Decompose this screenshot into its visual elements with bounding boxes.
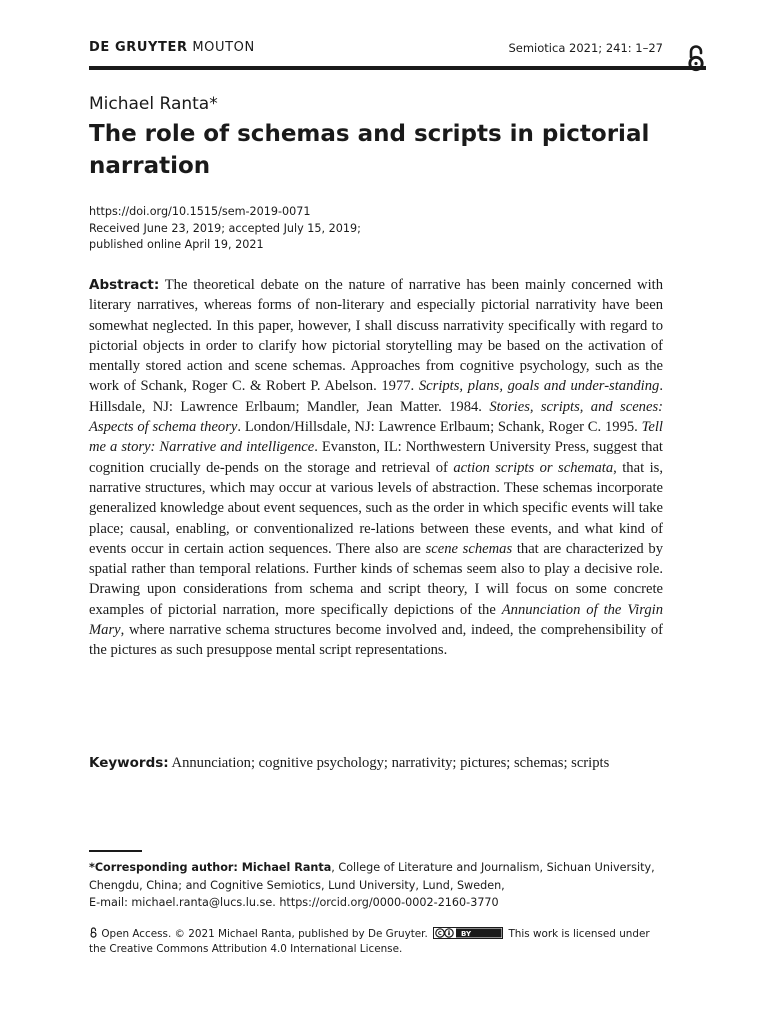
keywords-paragraph [89, 753, 663, 774]
cc-badge-label: BY [461, 930, 472, 938]
abstract-citation-title: Scripts, plans, goals and under-standing [418, 378, 660, 395]
publisher-name-rest: MOUTON [187, 40, 255, 55]
footnote-label: *Corresponding author: Michael Ranta [89, 861, 332, 874]
journal-reference: Semiotica 2021; 241: 1–27 [508, 41, 663, 55]
doi-link[interactable]: https://doi.org/10.1515/sem-2019-0071 [89, 205, 311, 218]
abstract-emphasis: scene schemas [425, 540, 513, 557]
abstract-citation-title: Stories, scripts, and scenes: Aspects of schema theory [89, 398, 663, 436]
footnote-line [89, 859, 669, 877]
abstract-paragraph [89, 275, 663, 661]
abstract-text: , where narrative schema structures become involved and, indeed, the comprehensibility of the pictures as such presuppose mental script representations. [89, 622, 663, 659]
abstract-text: . Hillsdale, NJ: Lawrence Erlbaum; Mandler, Jean Matter. 1984. [89, 378, 663, 415]
abstract-text: that are characterized by spatial rather than temporal relations. Further kinds of schemas seem also to play a decisive role. Drawing upon considerations from schema and script theory, I will focus on some concrete examples of pictorial narration, more specifically depictions of the [89, 540, 663, 618]
received-date: Received June 23, 2019; accepted July 15, 2019; [89, 221, 361, 235]
publisher-name [89, 40, 255, 55]
footnote-line: Chengdu, China; and Cognitive Semiotics, Lund University, Lund, Sweden, [89, 878, 505, 892]
abstract-label: Abstract: [89, 277, 160, 293]
open-access-lock-icon [89, 927, 98, 938]
footnote-contact[interactable]: E-mail: michael.ranta@lucs.lu.se. https://orcid.org/0000-0002-2160-3770 [89, 896, 499, 909]
abstract-citation-title: Tell me a story: Narrative and intelligence [89, 419, 663, 456]
keywords-label: Keywords: [89, 755, 169, 771]
license-statement: This work is licensed under [508, 928, 650, 940]
abstract-emphasis: action scripts or schemata [453, 459, 614, 476]
abstract-text: , that is, narrative structures, which may occur at various levels of abstraction. These schemas incorporate generalized knowledge about event sequences, such as the order in which specific events will take place; causal, enabling, or conventionalized re-lations between these events, and what kind of events occur in certain action sequences. There also are [89, 459, 663, 557]
cc-by-license-badge-icon[interactable] [433, 927, 503, 939]
page-header [89, 40, 663, 60]
license-line [89, 927, 669, 942]
keywords-text: Annunciation; cognitive psychology; narrativity; pictures; schemas; scripts [168, 755, 610, 771]
publisher-name-bold: DE GRUYTER [89, 40, 188, 55]
published-date: published online April 19, 2021 [89, 238, 264, 251]
author-name: Michael Ranta* [89, 94, 218, 114]
footnote-rule [89, 850, 142, 852]
abstract-text: The theoretical debate on the nature of narrative has been mainly concerned with literary narratives, whereas forms of non-literary and especially pictorial narrativity have been somewhat neglected. In this paper, however, I shall discuss narrativity specifically with regard to pictorial objects in order to clarify how pictorial storytelling may be based on the activation of mentally stored action and scene schemas. Approaches from cognitive psychology, such as the work of Schank, Roger C. & Robert P. Abelson. 1977. [89, 277, 663, 395]
article-title: The role of schemas and scripts in pictorial narration [89, 121, 650, 179]
license-notice [89, 927, 669, 956]
open-access-statement: Open Access. © 2021 Michael Ranta, published by De Gruyter. [101, 928, 428, 940]
abstract-text: . Evanston, IL: Northwestern University Press, suggest that cognition crucially de-pends on the storage and retrieval of [89, 439, 663, 476]
abstract-emphasis: Annunciation of the Virgin Mary [89, 601, 663, 639]
corresponding-author-footnote [89, 859, 669, 912]
footnote-affiliation: , College of Literature and Journalism, Sichuan University, [331, 861, 655, 874]
license-line: the Creative Commons Attribution 4.0 International License. [89, 942, 403, 955]
header-rule [89, 66, 706, 70]
abstract-text: . London/Hillsdale, NJ: Lawrence Erlbaum; Schank, Roger C. 1995. [237, 419, 642, 436]
article-metadata [89, 204, 361, 254]
